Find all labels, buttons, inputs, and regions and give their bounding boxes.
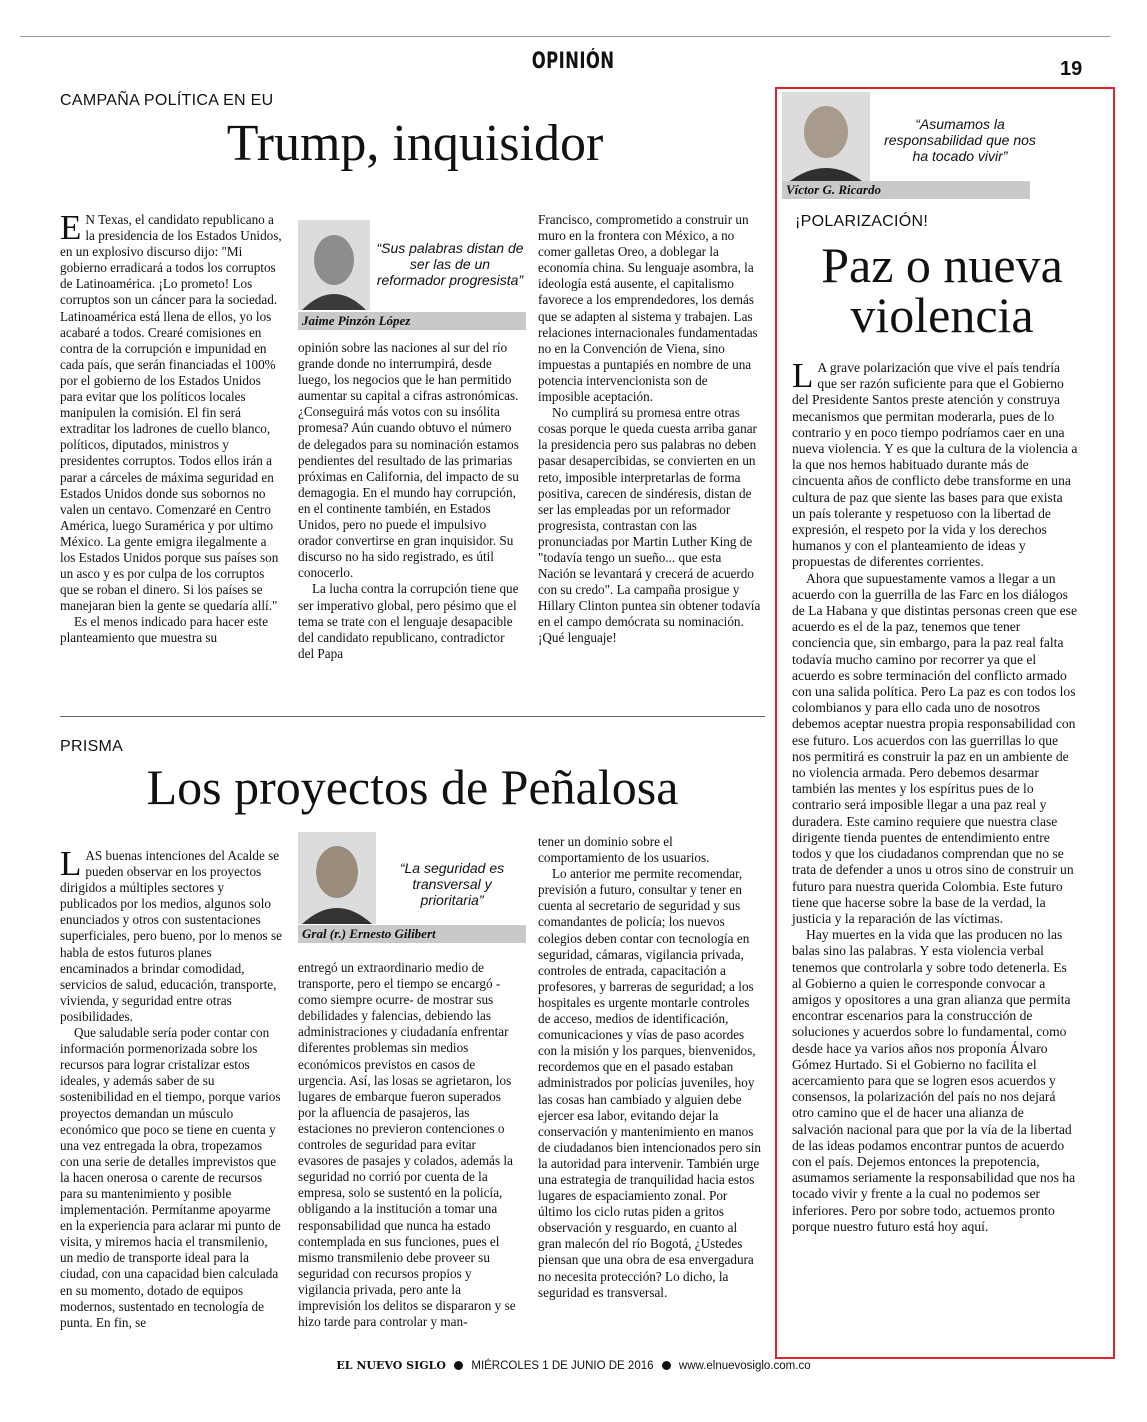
portrait-icon [782,92,870,184]
paragraph: Lo anterior me permite recomendar, previsión a futuro, consultar y tener en cuenta al secretario de seguridad y sus comandantes de policía; los nuevos colegios deben contar con tecnología en seguridad, cámaras, vigilancia privada, controles de entrada, capacitación a profesores, y barreras de seguridad; a los hospitales es urgente montarle controles de acceso, medios de identificación, comunicaciones y vías de paso acordes con la misión y los parques, bienvenidos, recordemos que en el pasado estaban administrados por policías juveniles, hoy las cosas han cambiado y alguien debe ejercer esa labor, evitando dejar la conservación y mantenimiento en manos de ciudadanos bien intencionados pero sin la autoridad para intervenir. También urge una estrategia de tranquilidad hacia estos lugares de espaciamiento zonal. Por último los ciclo rutas piden a gritos observación y resguardo, en cuanto al gran malecón del río Bogotá, ¿Ustedes piensan que una obra de esa envergadura no necesita protección? Lo dicho, la seguridad es transversal. [538,866,762,1300]
paragraph: Ahora que supuestamente vamos a llegar a un acuerdo con la guerrilla de las Farc en los diálogos de La Habana y que distintas personas creen que ese acuerdo es el de la paz, tenemos que tener conciencia que, sin embargo, para la paz real falta todavía mucho camino por recorrer ya que el acuerdo es sobre terminación del conflicto armado con una salida política. Pero La paz es con todos los colombianos y para ello cada uno de nosotros debemos aceptar nuestra propia responsabilidad con ese futuro. Los acuerdos con las guerrillas lo que nos permitirá es construir la paz en un ambiente de no violencia armada. Pero debemos desarmar también las mentes y los espíritus pues de lo contrario será imposible llegar a una paz real y duradera. Este camino requiere que nuestra clase dirigente tienda puentes de entendimiento entre todos y que los ciudadanos comprendan que no se trata de defender a unos u otros sino de construir un futuro para nuestra querida Colombia. Este futuro tiene que hacerse sobre la base de la verdad, la justicia y la reparación de las víctimas. [792,570,1077,926]
article1-column-1 [60,208,282,647]
paragraph: N Texas, el candidato republicano a la presidencia de los Estados Unidos, en un explosivo discurso dijo: "Mi gobierno erradicará a todos los corruptos de Latinoamérica. ¡Lo prometo! Los corruptos son un cáncer para la sociedad. Latinoamérica está llena de ellos, yo los acabaré a todos. Crearé comisiones en contra de la corrupción e impunidad en cada país, que serán financiadas el 100% por el gobierno de los Estados Unidos para evitar que los políticos locales manipulen la comisión. El fin será extraditar los ladrones de cuello blanco, políticos, diputados, ministros y presidentes corruptos. Todos ellos irán a parar a cárceles de máxima seguridad en Estados Unidos donde sus sobornos no valen un centavo. Comenzaré en Centro América, luego Suramérica y por ultimo México. La gente emigra ilegalmente a los Estados Unidos porque sus países son un asco y es por culpa de los corruptos que se roban el dinero. Si los países se manejaran bien la gente se quedaría allí." [60,212,282,614]
paragraph: entregó un extraordinario medio de transporte, pero el tiempo se encargó -como siempre ocurre- de mostrar sus debilidades y falencias, debiendo las administraciones y ciudadanía enfrentar diferentes problemas sin medios económicos previstos en casos de urgencia. Así, las losas se agrietaron, los lugares de embarque fueron superados por la afluencia de pasajeros, las estaciones no previeron contenciones o controles de seguridad para evitar evasores de pasajes y colados, además la seguridad no corrió por cuenta de la empresa, solo se sustentó en la policía, obligando a la institución a tomar una responsabilidad que nunca ha estado contemplada en sus funciones, pues el mismo transmilenio debe proveer su seguridad con recursos propios y vigilancia privada, pero ante la imprevisión los delitos se dispararon y se hizo tarde para controlar y man- [298,960,516,1330]
paragraph: opinión sobre las naciones al sur del río grande donde no interrumpirá, desde luego, los negocios que le han permitido aumentar su capital a cifras astronómicas. ¿Conseguirá más votos con su insólita promesa? Aún cuando obtuvo el número de delegados para su nominación estamos pendientes del resultado de las primarias próximas en California, del impacto de su demagogia. En el mundo hay corrupción, en el continente también, en Estados Unidos, pero no puede el impulsivo orador convertirse en gran inquisidor. Su discurso no ha sido registrado, es útil conocerlo. [298,340,519,581]
paragraph: A grave polarización que vive el país tendría que ser razón suficiente para que el Gobierno del Presidente Santos preste atención y construya mecanismos que permitan moderarla, pues de lo contrario y en poco tiempo podríamos caer en una nueva violencia. Y es que la cultura de la violencia a la que nos hemos habituado durante más de cincuenta años de conflicto debe transforme en una cultura de paz que siente las bases para que exista un país tolerante y respetuoso con la libertad de expresión, el respeto por la vida y los derechos humanos y con el planteamiento de ideas y propuestas de diferentes corrientes. [792,360,1078,570]
bullet-icon [454,1361,463,1370]
footer-brand: EL NUEVO SIGLO [336,1359,446,1372]
article1-pullquote: “Sus palabras distan de ser las de un reformador progresista” [376,240,524,288]
article1-headline: Trump, inquisidor [226,115,604,172]
article3-pullquote: “Asumamos la responsabilidad que nos ha tocado vivir” [884,116,1036,164]
dropcap: E [60,208,82,247]
dropcap: L [792,356,814,395]
footer-date: MIÉRCOLES 1 DE JUNIO DE 2016 [471,1360,654,1372]
paragraph: Francisco, comprometido a construir un muro en la frontera con México, a no comer galletas Oreo, a doblegar la economía china. Su lenguaje asombra, la ideología está ausente, el capitalismo favorece a los emprendedores, los demás que se adapten al sistema y trabajen. Las relaciones internacionales fundamentadas no en la Convención de Viena, sino impuestas a puntapiés en nombre de una potencia intervencionista son de imposible aceptación. [538,212,758,405]
paragraph: Es el menos indicado para hacer este planteamiento que muestra su [60,614,269,646]
article1-kicker: CAMPAÑA POLÍTICA EN EU [60,92,274,109]
bullet-icon [662,1361,671,1370]
author-photo [298,220,370,310]
article2-column-2 [298,960,520,1330]
article3-headline [782,237,1102,343]
paragraph: Hay muertes en la vida que las producen no las balas sino las palabras. Y esta violencia verbal tenemos que controlarla y sobre todo detenerla. Es al Gobierno a quien le corresponde convocar a amigos y opositores a una gran alianza que permita encontrar escenarios para la construcción de soluciones y acuerdos sobre lo fundamental, como desde hace ya varios años nos proponía Álvaro Gómez Hurtado. Si el Gobierno no facilita el acercamiento para que se logren esos acuerdos y consensos, la polarización del país no nos dejará otro camino que el de hacer una alianza de salvación nacional para que por la vía de la libertad de las ideas podamos encontrar puntos de acuerdo con el país. Dejemos entonces la prepotencia, asumamos seriamente la responsabilidad que nos ha tocado vivir y frente a la cual no podemos ser inferiores. Pero por sobre todo, actuemos pronto porque nuestro futuro está hoy aquí. [792,927,1076,1234]
footer-url[interactable]: www.elnuevosiglo.com.co [678,1360,811,1372]
dropcap: L [60,844,82,883]
article2-headline: Los proyectos de Peñalosa [146,759,679,815]
article2-pullquote: “La seguridad es transversal y prioritaria” [399,860,505,908]
section-divider [60,716,765,717]
author-photo [298,832,376,924]
portrait-icon [298,220,370,310]
article1-author-name: Jaime Pinzón López [298,312,526,330]
headline-line: Paz o nueva [821,237,1063,293]
article2-column-1 [60,844,282,1331]
article1-column-2 [298,340,520,662]
paragraph: La lucha contra la corrupción tiene que ser imperativo global, pero pésimo que el tema se trate con el lenguaje desapacible del candidato republicano, contradictor del Papa [298,581,519,661]
article3-kicker: ¡POLARIZACIÓN! [795,213,929,230]
article3-author-name: Víctor G. Ricardo [782,181,1030,199]
article1-column-3 [538,212,762,647]
article2-author-name: Gral (r.) Ernesto Gilibert [298,925,526,943]
article3-body [792,356,1078,1235]
author-photo [782,92,870,184]
top-rule [20,36,1110,37]
section-title: OPINIÓN [532,49,615,74]
paragraph: No cumplirá su promesa entre otras cosas porque le queda cuesta arriba ganar la presidencia pero sus palabras no deben pasar desapercibidas, se convierten en un reto, imposible interpretarlas de forma positiva, carecen de sindéresis, distan de ser las empleadas por un reformador progresista, contrastan con las pronunciadas por Martin Luther King de "todavía tengo un sueño... que esta Nación se levantará y crecerá de acuerdo con su credo". La campaña prosigue y Hillary Clinton puntea sin obtener todavía en el campo demócrata su nominación. ¡Qué lenguaje! [538,405,761,646]
footer [0,1359,1147,1372]
paragraph: AS buenas intenciones del Acalde se pueden observar en los proyectos dirigidos a múltiples sectores y publicados por los medios, algunos solo enunciados y otros con sustentaciones superficiales, pero bueno, por lo menos se habla de estos futuros planes encaminados a brindar comodidad, servicios de salud, educación, transporte, vivienda, y seguridad entre otras posibilidades. [60,848,282,1024]
page-number: 19 [1060,58,1083,80]
portrait-icon [298,832,376,924]
article2-column-3 [538,834,762,1301]
article2-kicker: PRISMA [60,738,124,755]
headline-line: violencia [850,287,1034,343]
paragraph: Que saludable sería poder contar con información pormenorizada sobre los recursos para lograr cristalizar estos ideales, y además saber de su sostenibilidad en el tiempo, porque varios proyectos demandan un músculo económico que poco se tiene en cuenta y una vez entregada la obra, tropezamos con una serie de detalles imprevistos que la hacen onerosa o carente de recursos para su mantenimiento y posible implementación. Permítanme apoyarme en la experiencia para aclarar mi punto de visita, y miremos hacia el transmilenio, un medio de transporte ideal para la ciudad, con una capacidad bien calculada en su momento, dotado de equipos modernos, sustentado en tecnología de punta. En fin, se [60,1025,281,1330]
paragraph: tener un dominio sobre el comportamiento de los usuarios. [538,834,710,866]
